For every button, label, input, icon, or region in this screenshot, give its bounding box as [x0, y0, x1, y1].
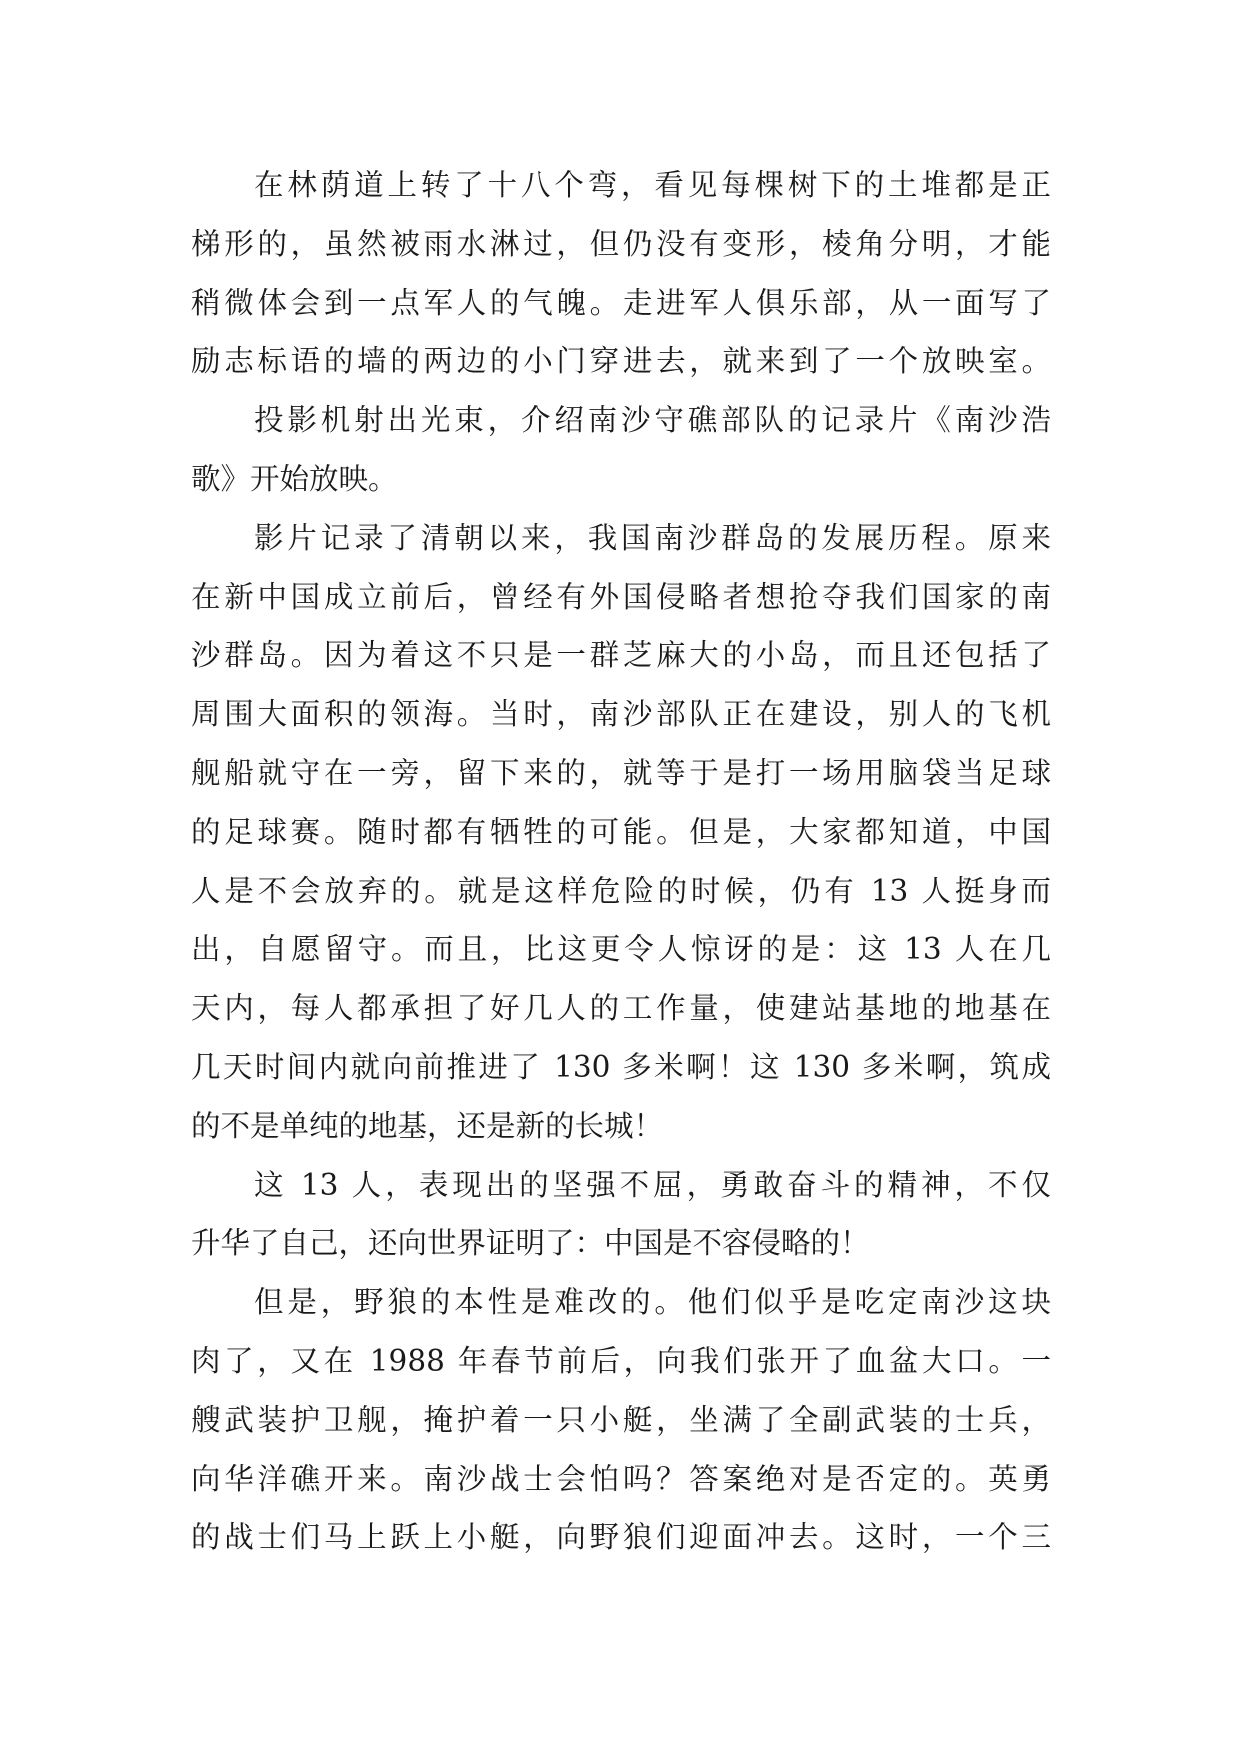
text-line: 在新中国成立前后，曾经有外国侵略者想抢夺我们国家的南 — [191, 579, 1051, 614]
text-line: 影片记录了清朝以来，我国南沙群岛的发展历程。原来 — [254, 520, 1051, 555]
text-line: 励志标语的墙的两边的小门穿进去，就来到了一个放映室。 — [191, 344, 1051, 379]
paragraph-1 — [191, 156, 1051, 391]
text-line: 在林荫道上转了十八个弯，看见每棵树下的土堆都是正 — [254, 168, 1051, 202]
text-line: 天内，每人都承担了好几人的工作量，使建站基地的地基在 — [191, 991, 1051, 1026]
text-line: 梯形的，虽然被雨水淋过，但仍没有变形，棱角分明，才能 — [191, 226, 1051, 261]
paragraph-5 — [191, 1273, 1051, 1567]
text-line: 稍微体会到一点军人的气魄。走进军人俱乐部，从一面写了 — [191, 285, 1051, 320]
text-line: 出，自愿留守。而且，比这更令人惊讶的是：这 13 人在几 — [191, 932, 1051, 967]
text-line: 这 13 人，表现出的坚强不屈，勇敢奋斗的精神，不仅 — [254, 1167, 1051, 1202]
text-line: 肉了，又在 1988 年春节前后，向我们张开了血盆大口。一 — [191, 1343, 1051, 1378]
text-line: 向华洋礁开来。南沙战士会怕吗？答案绝对是否定的。英勇 — [191, 1461, 1051, 1496]
text-line: 的不是单纯的地基，还是新的长城！ — [191, 1108, 664, 1143]
text-line: 艘武装护卫舰，掩护着一只小艇，坐满了全副武装的士兵， — [191, 1402, 1051, 1437]
document-body — [191, 156, 1051, 1567]
text-line: 舰船就守在一旁，留下来的，就等于是打一场用脑袋当足球 — [191, 755, 1051, 790]
text-line: 升华了自己，还向世界证明了：中国是不容侵略的！ — [191, 1226, 870, 1261]
text-line: 歌》开始放映。 — [191, 461, 398, 496]
paragraph-3 — [191, 509, 1051, 1156]
text-line: 几天时间内就向前推进了 130 多米啊！这 130 多米啊，筑成 — [191, 1049, 1051, 1084]
text-line: 沙群岛。因为着这不只是一群芝麻大的小岛，而且还包括了 — [191, 638, 1051, 673]
text-line: 的足球赛。随时都有牺牲的可能。但是，大家都知道，中国 — [191, 814, 1051, 849]
text-line: 周围大面积的领海。当时，南沙部队正在建设，别人的飞机 — [191, 697, 1051, 732]
text-line: 但是，野狼的本性是难改的。他们似乎是吃定南沙这块 — [254, 1285, 1051, 1320]
paragraph-4 — [191, 1156, 1051, 1274]
paragraph-2 — [191, 391, 1051, 509]
text-line: 人是不会放弃的。就是这样危险的时候，仍有 13 人挺身而 — [191, 873, 1051, 908]
text-line: 投影机射出光束，介绍南沙守礁部队的记录片《南沙浩 — [254, 403, 1051, 438]
text-line: 的战士们马上跃上小艇，向野狼们迎面冲去。这时，一个三 — [191, 1520, 1051, 1555]
